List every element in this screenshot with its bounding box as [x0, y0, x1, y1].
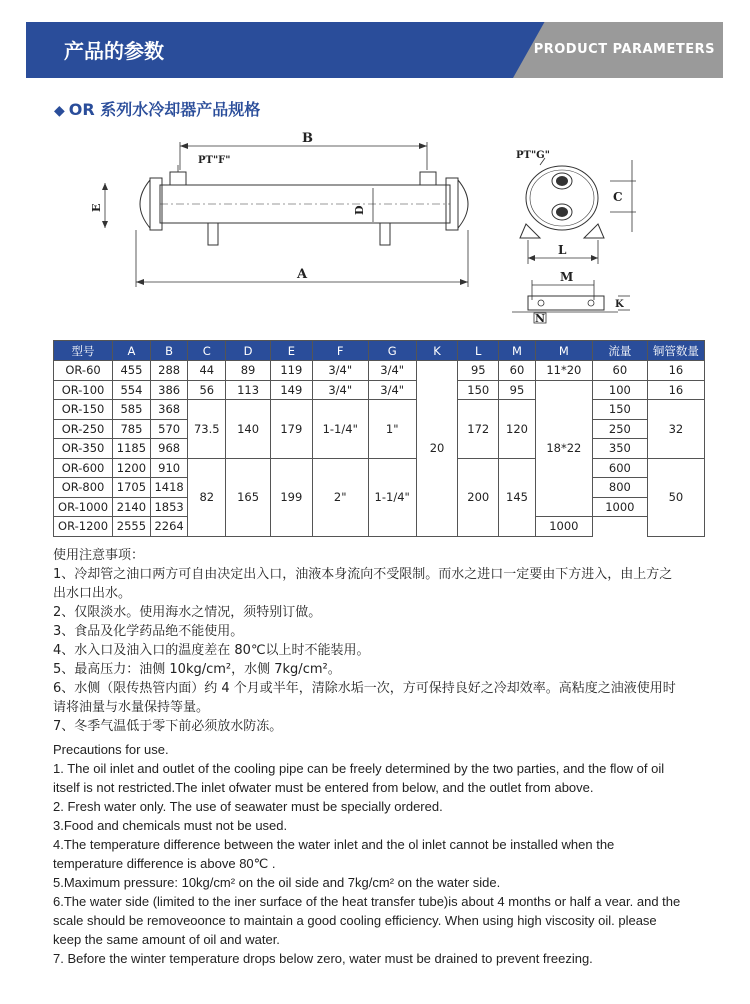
- cell-tubes: 50: [647, 458, 704, 536]
- cell-b: 288: [150, 361, 188, 381]
- cell-flow: 350: [592, 439, 647, 459]
- cell-l: 172: [458, 400, 499, 459]
- note-line: 5、最高压力：油侧 10kg/cm²，水侧 7kg/cm²。: [53, 662, 341, 677]
- section-title-text: OR 系列水冷却器产品规格: [68, 100, 261, 119]
- note-line: itself is not restricted.The inlet ofwater must be entered from below, and the outlet from above.: [53, 780, 594, 795]
- cell-flow: 250: [592, 419, 647, 439]
- cell-m: 145: [499, 458, 536, 536]
- precautions-cn: [53, 546, 713, 736]
- table-row: [54, 458, 705, 478]
- precautions-en: [53, 740, 713, 968]
- cell-e: 199: [270, 458, 312, 536]
- cell-a: 1200: [113, 458, 151, 478]
- dim-e-label: E: [90, 203, 103, 212]
- col-header: F: [312, 341, 368, 361]
- cell-f: 2": [312, 458, 368, 536]
- cell-flow: 1000: [535, 517, 592, 537]
- cell-g: 3/4": [368, 361, 416, 381]
- col-header: 型号: [54, 341, 113, 361]
- table-row: [54, 380, 705, 400]
- cell-m2: 11*20: [535, 361, 592, 381]
- cell-model: OR-100: [54, 380, 113, 400]
- note-line: 1、冷却管之油口两方可自由决定出入口，油液本身流向不受限制。而水之进口一定要由下方进入，由上方之: [53, 567, 673, 582]
- cell-d: 140: [226, 400, 271, 459]
- diamond-icon: ◆: [54, 103, 65, 119]
- cell-flow: 100: [592, 380, 647, 400]
- col-header: M: [499, 341, 536, 361]
- cell-m: 120: [499, 400, 536, 459]
- col-header: C: [188, 341, 226, 361]
- col-header: G: [368, 341, 416, 361]
- cell-a: 1705: [113, 478, 151, 498]
- cell-d: 89: [226, 361, 271, 381]
- header-title-cn: 产品的参数: [64, 39, 164, 63]
- cell-c: 82: [188, 458, 226, 536]
- cell-flow: 600: [592, 458, 647, 478]
- cell-b: 1853: [150, 497, 188, 517]
- note-line: scale should be removeoonce to maintain a good cooling efficiency. When using high viscosity oil. please: [53, 913, 657, 928]
- dim-m-label: M: [560, 270, 574, 284]
- cell-l: 95: [458, 361, 499, 381]
- note-line: 5.Maximum pressure: 10kg/cm² on the oil side and 7kg/cm² on the water side.: [53, 875, 501, 890]
- cell-m: 60: [499, 361, 536, 381]
- cell-b: 368: [150, 400, 188, 420]
- cell-c: 73.5: [188, 400, 226, 459]
- pt-g-label: PT"G": [516, 150, 550, 161]
- cell-b: 968: [150, 439, 188, 459]
- cell-flow: 150: [592, 400, 647, 420]
- cell-a: 455: [113, 361, 151, 381]
- header-title-en: PRODUCT PARAMETERS: [533, 42, 715, 57]
- cell-tubes: 16: [647, 380, 704, 400]
- note-line: temperature difference is above 80℃ .: [53, 856, 276, 871]
- cell-flow: 1000: [592, 497, 647, 517]
- cell-model: OR-800: [54, 478, 113, 498]
- technical-drawing: [0, 120, 750, 335]
- note-line: 3.Food and chemicals must not be used.: [53, 818, 288, 833]
- table-row: [54, 400, 705, 420]
- cell-model: OR-1200: [54, 517, 113, 537]
- note-line: 4、水入口及油入口的温度差在 80℃以上时不能装用。: [53, 643, 370, 658]
- cell-l: 150: [458, 380, 499, 400]
- cell-flow: 60: [592, 361, 647, 381]
- dim-b-label: B: [302, 131, 313, 146]
- cell-a: 585: [113, 400, 151, 420]
- cell-model: OR-250: [54, 419, 113, 439]
- col-header: E: [270, 341, 312, 361]
- cell-model: OR-600: [54, 458, 113, 478]
- cell-m: 95: [499, 380, 536, 400]
- note-line: Precautions for use.: [53, 742, 169, 757]
- cell-model: OR-60: [54, 361, 113, 381]
- section-title: [54, 97, 260, 120]
- col-header: A: [113, 341, 151, 361]
- col-header: 流量: [592, 341, 647, 361]
- note-line: 使用注意事项：: [53, 548, 145, 563]
- cell-a: 1185: [113, 439, 151, 459]
- cell-b: 386: [150, 380, 188, 400]
- cell-e: 149: [270, 380, 312, 400]
- col-header: 铜管数量: [647, 341, 704, 361]
- dim-n-label: N: [535, 312, 546, 325]
- cell-tubes: 32: [647, 400, 704, 459]
- cell-b: 2264: [150, 517, 188, 537]
- cell-k: 20: [416, 361, 458, 537]
- cell-c: 56: [188, 380, 226, 400]
- note-line: 3、食品及化学药品绝不能使用。: [53, 624, 244, 639]
- cell-b: 570: [150, 419, 188, 439]
- col-header: L: [458, 341, 499, 361]
- note-line: 请将油量与水量保持等量。: [53, 700, 210, 715]
- dim-c-label: C: [613, 190, 623, 204]
- cell-f: 3/4": [312, 380, 368, 400]
- page-header: [26, 22, 723, 78]
- dim-d-label: D: [353, 205, 366, 215]
- cell-c: 44: [188, 361, 226, 381]
- note-line: 7、冬季气温低于零下前必须放水防冻。: [53, 719, 283, 734]
- cell-g: 3/4": [368, 380, 416, 400]
- cell-model: OR-1000: [54, 497, 113, 517]
- note-line: 2. Fresh water only. The use of seawater must be specially ordered.: [53, 799, 443, 814]
- cell-b: 1418: [150, 478, 188, 498]
- table-header-row: [54, 341, 705, 361]
- note-line: keep the same amount of oil and water.: [53, 932, 280, 947]
- cell-e: 119: [270, 361, 312, 381]
- cell-f: 3/4": [312, 361, 368, 381]
- cell-model: OR-350: [54, 439, 113, 459]
- cell-e: 179: [270, 400, 312, 459]
- pt-f-label: PT"F": [198, 155, 231, 166]
- dim-k-label: K: [615, 299, 624, 310]
- col-header: K: [416, 341, 458, 361]
- cell-b: 910: [150, 458, 188, 478]
- cell-f: 1-1/4": [312, 400, 368, 459]
- col-header: B: [150, 341, 188, 361]
- table-row: [54, 361, 705, 381]
- cell-tubes: 16: [647, 361, 704, 381]
- note-line: 6.The water side (limited to the iner surface of the heat transfer tube)is about 4 months or half a vear. and the: [53, 894, 681, 909]
- cell-m2: 18*22: [535, 380, 592, 517]
- cell-a: 2140: [113, 497, 151, 517]
- cell-a: 785: [113, 419, 151, 439]
- cell-d: 165: [226, 458, 271, 536]
- cell-l: 200: [458, 458, 499, 536]
- note-line: 4.The temperature difference between the water inlet and the ol inlet cannot be installed when the: [53, 837, 615, 852]
- cell-d: 113: [226, 380, 271, 400]
- note-line: 1. The oil inlet and outlet of the cooling pipe can be freely determined by the two parties, and the flow of oil: [53, 761, 665, 776]
- dim-a-label: A: [297, 267, 308, 282]
- cell-g: 1": [368, 400, 416, 459]
- note-line: 出水口出水。: [53, 586, 132, 601]
- note-line: 2、仅限淡水。使用海水之情况，须特别订做。: [53, 605, 322, 620]
- col-header: D: [226, 341, 271, 361]
- col-header: M: [535, 341, 592, 361]
- dim-l-label: L: [558, 243, 567, 257]
- cell-g: 1-1/4": [368, 458, 416, 536]
- cell-a: 554: [113, 380, 151, 400]
- note-line: 7. Before the winter temperature drops below zero, water must be drained to prevent freezing.: [53, 951, 593, 966]
- cell-a: 2555: [113, 517, 151, 537]
- spec-table: [53, 340, 705, 537]
- cell-flow: 800: [592, 478, 647, 498]
- cell-model: OR-150: [54, 400, 113, 420]
- note-line: 6、水侧（限传热管内面）约 4 个月或半年，清除水垢一次，方可保持良好之冷却效率。高粘度之油液使用时: [53, 681, 676, 696]
